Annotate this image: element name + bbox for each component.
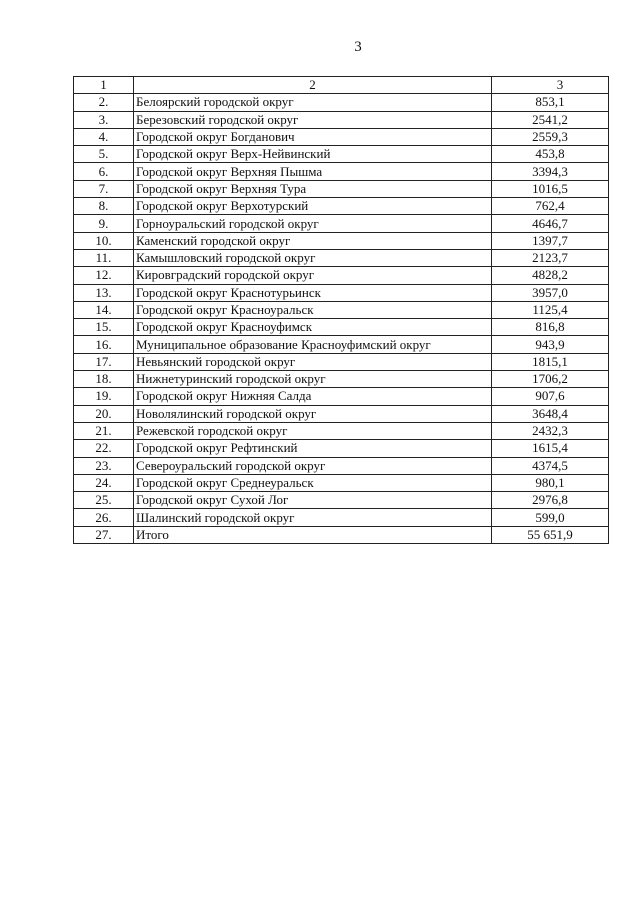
row-number: 11. <box>74 249 134 266</box>
row-number: 10. <box>74 232 134 249</box>
row-number: 16. <box>74 336 134 353</box>
row-number: 12. <box>74 267 134 284</box>
row-value: 853,1 <box>492 94 609 111</box>
row-number: 8. <box>74 198 134 215</box>
row-name: Городской округ Красноуфимск <box>134 319 492 336</box>
row-name: Городской округ Богданович <box>134 128 492 145</box>
row-number: 7. <box>74 180 134 197</box>
row-value: 1397,7 <box>492 232 609 249</box>
row-value: 943,9 <box>492 336 609 353</box>
row-number: 25. <box>74 492 134 509</box>
table-row <box>74 492 609 509</box>
row-name: Муниципальное образование Красноуфимский округ <box>134 336 492 353</box>
row-value: 2123,7 <box>492 249 609 266</box>
row-name: Невьянский городской округ <box>134 353 492 370</box>
row-number: 15. <box>74 319 134 336</box>
row-number: 6. <box>74 163 134 180</box>
column-header-2: 2 <box>134 77 492 94</box>
row-value: 1125,4 <box>492 301 609 318</box>
table-row <box>74 336 609 353</box>
row-name: Нижнетуринский городской округ <box>134 371 492 388</box>
row-name: Городской округ Нижняя Салда <box>134 388 492 405</box>
row-value: 1615,4 <box>492 440 609 457</box>
table-row <box>74 526 609 543</box>
row-name: Новолялинский городской округ <box>134 405 492 422</box>
table-row <box>74 474 609 491</box>
table-row <box>74 111 609 128</box>
row-number: 23. <box>74 457 134 474</box>
row-number: 4. <box>74 128 134 145</box>
row-value: 4828,2 <box>492 267 609 284</box>
row-value: 3957,0 <box>492 284 609 301</box>
row-number: 22. <box>74 440 134 457</box>
table-row <box>74 371 609 388</box>
row-value: 3394,3 <box>492 163 609 180</box>
row-name: Городской округ Красноуральск <box>134 301 492 318</box>
table-row <box>74 457 609 474</box>
row-number: 2. <box>74 94 134 111</box>
table-header-row <box>74 77 609 94</box>
row-number: 19. <box>74 388 134 405</box>
row-name: Городской округ Верх-Нейвинский <box>134 146 492 163</box>
row-value: 1815,1 <box>492 353 609 370</box>
row-value: 4646,7 <box>492 215 609 232</box>
table-row <box>74 509 609 526</box>
table-row <box>74 267 609 284</box>
table-row <box>74 180 609 197</box>
table-row <box>74 301 609 318</box>
row-value: 762,4 <box>492 198 609 215</box>
row-name: Режевской городской округ <box>134 422 492 439</box>
row-name: Шалинский городской округ <box>134 509 492 526</box>
row-name: Каменский городской округ <box>134 232 492 249</box>
row-number: 3. <box>74 111 134 128</box>
table-body <box>74 77 609 544</box>
table-row <box>74 215 609 232</box>
table-row <box>74 163 609 180</box>
row-value: 1706,2 <box>492 371 609 388</box>
table-row <box>74 232 609 249</box>
row-name: Белоярский городской округ <box>134 94 492 111</box>
row-value: 2976,8 <box>492 492 609 509</box>
table-row <box>74 128 609 145</box>
row-name: Камышловский городской округ <box>134 249 492 266</box>
row-name: Городской округ Сухой Лог <box>134 492 492 509</box>
row-value: 2541,2 <box>492 111 609 128</box>
table-row <box>74 388 609 405</box>
table-row <box>74 440 609 457</box>
table-row <box>74 319 609 336</box>
row-value: 1016,5 <box>492 180 609 197</box>
row-number: 20. <box>74 405 134 422</box>
row-number: 13. <box>74 284 134 301</box>
table-row <box>74 146 609 163</box>
row-number: 18. <box>74 371 134 388</box>
row-number: 26. <box>74 509 134 526</box>
column-header-1: 1 <box>74 77 134 94</box>
table-row <box>74 249 609 266</box>
table-row <box>74 94 609 111</box>
row-number: 9. <box>74 215 134 232</box>
row-name: Горноуральский городской округ <box>134 215 492 232</box>
row-value: 453,8 <box>492 146 609 163</box>
row-value: 980,1 <box>492 474 609 491</box>
row-name: Кировградский городской округ <box>134 267 492 284</box>
row-name: Городской округ Верхняя Тура <box>134 180 492 197</box>
page-number: 3 <box>354 39 362 55</box>
row-name: Городской округ Рефтинский <box>134 440 492 457</box>
row-name: Итого <box>134 526 492 543</box>
row-number: 27. <box>74 526 134 543</box>
column-header-3: 3 <box>492 77 609 94</box>
table-row <box>74 284 609 301</box>
row-name: Городской округ Верхняя Пышма <box>134 163 492 180</box>
row-number: 24. <box>74 474 134 491</box>
row-name: Городской округ Краснотурьинск <box>134 284 492 301</box>
data-table <box>73 76 609 544</box>
row-name: Березовский городской округ <box>134 111 492 128</box>
table-row <box>74 422 609 439</box>
row-value: 4374,5 <box>492 457 609 474</box>
row-value: 907,6 <box>492 388 609 405</box>
row-name: Североуральский городской округ <box>134 457 492 474</box>
row-number: 5. <box>74 146 134 163</box>
row-number: 17. <box>74 353 134 370</box>
row-number: 21. <box>74 422 134 439</box>
table-row <box>74 198 609 215</box>
row-name: Городской округ Верхотурский <box>134 198 492 215</box>
row-value: 816,8 <box>492 319 609 336</box>
row-name: Городской округ Среднеуральск <box>134 474 492 491</box>
row-value: 2432,3 <box>492 422 609 439</box>
table-row <box>74 353 609 370</box>
row-value: 599,0 <box>492 509 609 526</box>
row-value: 3648,4 <box>492 405 609 422</box>
row-number: 14. <box>74 301 134 318</box>
table-row <box>74 405 609 422</box>
row-value: 55 651,9 <box>492 526 609 543</box>
row-value: 2559,3 <box>492 128 609 145</box>
